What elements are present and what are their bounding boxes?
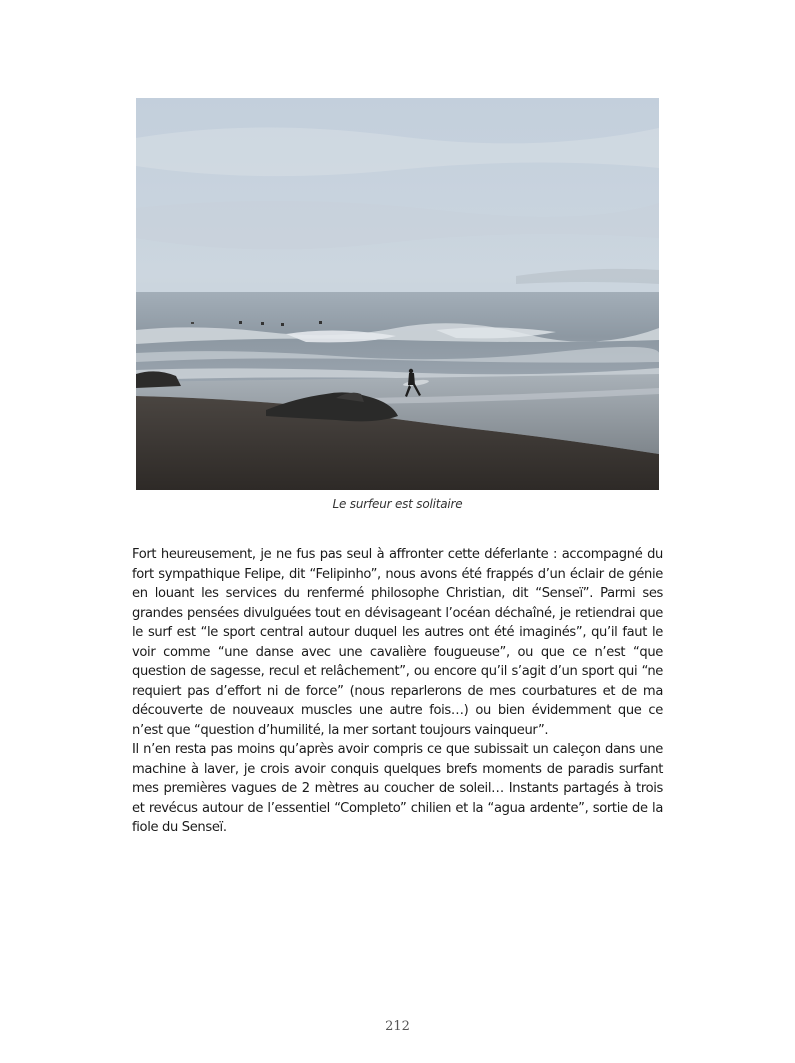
body-text	[132, 545, 663, 838]
paragraph: Fort heureusement, je ne fus pas seul à affronter cette déferlante : accompagné du fort sympathique Felipe, dit “Felipinho”, nous avons été frappés d’un éclair de génie en louant les services du renfermé philosophe Christian, dit “Senseï”. Parmi ses grandes pensées divulguées tout en dévisageant l’océan déchaîné, je retiendrai que le surf est “le sport central autour duquel les autres ont été imaginés”, qu’il faut le voir comme “une danse avec une cavalière fougueuse”, ou que ce n’est “que question de sagesse, recul et relâchement”, ou encore qu’il s’agit d’un sport qui “ne requiert pas d’effort ni de force” (nous reparlerons de mes courbatures et de ma découverte de nouveaux muscles une autre fois…) ou bien évidemment que ce n’est que “question d’humilité, la mer sortant toujours vainqueur”.	[132, 547, 663, 738]
page-number: 212	[385, 1019, 410, 1034]
figure-caption: Le surfeur est solitaire	[332, 497, 463, 511]
paragraph: Il n’en resta pas moins qu’après avoir compris ce que subissait un caleçon dans une machine à laver, je crois avoir conquis quelques brefs moments de paradis surfant mes premières vagues de 2 mètres au coucher de soleil… Instants partagés à trois et revécus autour de l’essentiel “Completo” chilien et la “agua ardente”, sortie de la fiole du Senseï.	[132, 742, 663, 835]
beach-surfer-photo	[136, 98, 659, 490]
